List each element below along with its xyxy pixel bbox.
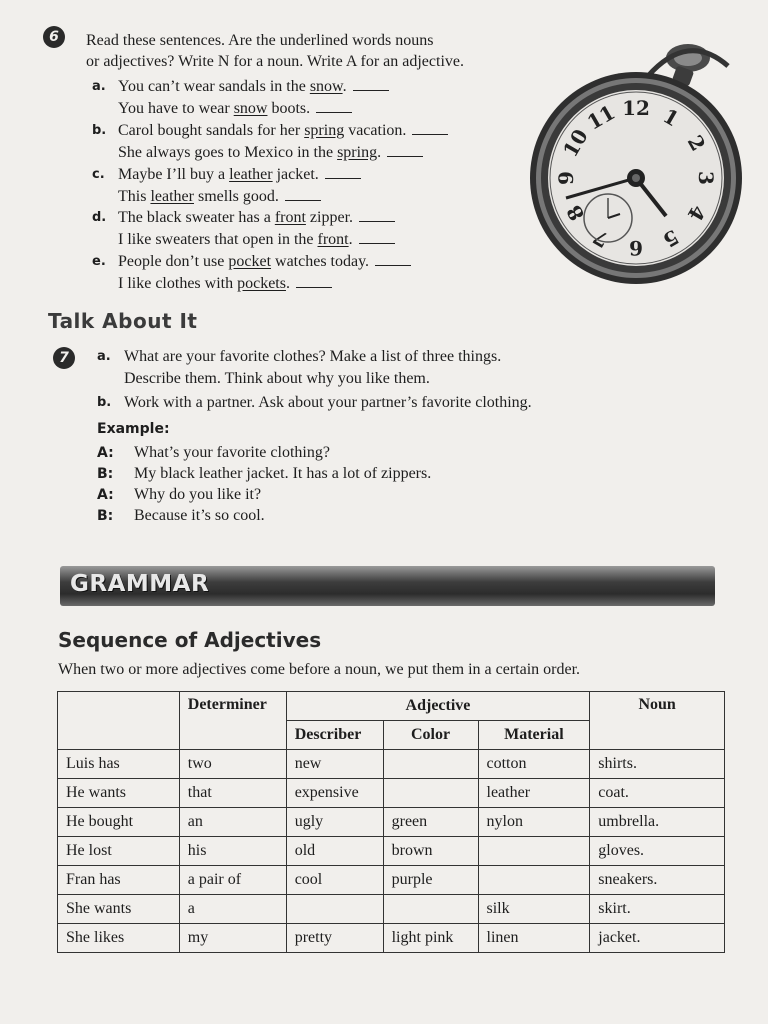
pocket-watch-illustration	[528, 36, 753, 286]
sentence-text: I like sweaters that open in the	[118, 231, 318, 248]
dialogue-speaker: A:	[97, 445, 114, 461]
answer-blank[interactable]	[359, 220, 395, 222]
table-cell: that	[179, 779, 286, 808]
sentence-text: You have to wear	[118, 100, 234, 117]
exercise-7-b-letter: b.	[97, 395, 112, 410]
sentence-s1	[118, 77, 389, 97]
sentence-s1	[118, 121, 448, 141]
exercise-6-number: 6	[43, 26, 65, 48]
table-cell: She likes	[58, 924, 180, 953]
underlined-word: pockets	[237, 275, 286, 292]
watch-number: 11	[582, 100, 620, 135]
dialogue-speaker: B:	[97, 508, 114, 524]
watch-number: 8	[561, 200, 590, 226]
talk-about-it-heading: Talk About It	[48, 309, 198, 333]
dialogue-line: Because it’s so cool.	[134, 507, 265, 524]
grammar-banner-label: GRAMMAR	[70, 571, 210, 597]
table-cell: skirt.	[590, 895, 725, 924]
item-letter: b.	[92, 123, 107, 138]
table-header-color: Color	[383, 721, 478, 750]
answer-blank[interactable]	[353, 89, 389, 91]
watch-number: 6	[629, 236, 643, 260]
adjective-order-table	[57, 691, 725, 953]
watch-number: 12	[622, 96, 650, 120]
table-cell: two	[179, 750, 286, 779]
table-cell: shirts.	[590, 750, 725, 779]
sentence-text: boots.	[267, 100, 311, 117]
table-header-determiner: Determiner	[179, 692, 286, 750]
table-cell: cotton	[478, 750, 590, 779]
table-cell: He wants	[58, 779, 180, 808]
sentence-s2	[118, 274, 332, 294]
sentence-text: Carol bought sandals for her	[118, 122, 305, 139]
table-row	[58, 808, 725, 837]
sentence-s2	[118, 143, 423, 163]
watch-number: 3	[694, 171, 718, 185]
sentence-text: .	[377, 144, 382, 161]
sentence-s2	[118, 187, 321, 207]
answer-blank[interactable]	[316, 111, 352, 113]
exercise-7-b-line1: Work with a partner. Ask about your partner’s favorite clothing.	[124, 394, 532, 411]
table-cell: leather	[478, 779, 590, 808]
sentence-text: You can’t wear sandals in the	[118, 78, 310, 95]
answer-blank[interactable]	[412, 133, 448, 135]
table-cell	[286, 895, 383, 924]
table-cell: coat.	[590, 779, 725, 808]
sentence-text: smells good.	[193, 188, 279, 205]
exercise-7-a-line2: Describe them. Think about why you like them.	[124, 370, 430, 387]
table-cell: an	[179, 808, 286, 837]
underlined-word: front	[274, 209, 306, 226]
table-cell: cool	[286, 866, 383, 895]
sentence-text: The black sweater has a	[118, 209, 275, 226]
table-cell	[383, 895, 478, 924]
table-cell: ugly	[286, 808, 383, 837]
sentence-text: .	[342, 78, 347, 95]
table-cell: a	[179, 895, 286, 924]
exercise-6-instructions-line1: Read these sentences. Are the underlined words nouns	[86, 32, 434, 49]
table-header-material: Material	[478, 721, 590, 750]
table-header-blank	[58, 692, 180, 750]
table-row	[58, 837, 725, 866]
dialogue-line: Why do you like it?	[134, 486, 262, 503]
dialogue-speaker: A:	[97, 487, 114, 503]
table-cell: He bought	[58, 808, 180, 837]
table-cell: a pair of	[179, 866, 286, 895]
sequence-of-adjectives-title: Sequence of Adjectives	[58, 628, 322, 652]
answer-blank[interactable]	[285, 199, 321, 201]
answer-blank[interactable]	[375, 264, 411, 266]
sentence-text: People don’t use	[118, 253, 229, 270]
exercise-7-a-letter: a.	[97, 349, 111, 364]
sentence-text: Maybe I’ll buy a	[118, 166, 230, 183]
table-cell	[383, 779, 478, 808]
answer-blank[interactable]	[359, 242, 395, 244]
table-row	[58, 895, 725, 924]
sentence-text: This	[118, 188, 151, 205]
table-header-describer: Describer	[286, 721, 383, 750]
table-cell: pretty	[286, 924, 383, 953]
watch-number: 10	[558, 124, 593, 162]
table-header-adjective: Adjective	[286, 692, 590, 721]
table-row	[58, 924, 725, 953]
table-cell: purple	[383, 866, 478, 895]
item-letter: e.	[92, 254, 106, 269]
table-cell: She wants	[58, 895, 180, 924]
answer-blank[interactable]	[296, 286, 332, 288]
item-letter: c.	[92, 167, 105, 182]
sentence-text: She always goes to Mexico in the	[118, 144, 338, 161]
underlined-word: front	[317, 231, 349, 248]
dialogue-speaker: B:	[97, 466, 114, 482]
table-cell: green	[383, 808, 478, 837]
sentence-text: I like clothes with	[118, 275, 238, 292]
sentence-s1	[118, 208, 395, 228]
table-cell: new	[286, 750, 383, 779]
table-cell: gloves.	[590, 837, 725, 866]
underlined-word: leather	[150, 188, 194, 205]
sentence-text: jacket.	[272, 166, 319, 183]
table-cell: brown	[383, 837, 478, 866]
sentence-text: .	[348, 231, 353, 248]
watch-number: 2	[682, 130, 711, 156]
table-cell: his	[179, 837, 286, 866]
item-letter: a.	[92, 79, 106, 94]
table-header-noun: Noun	[590, 692, 725, 750]
exercise-6-instructions-line2: or adjectives? Write N for a noun. Write A for an adjective.	[86, 53, 464, 70]
exercise-7-a-line1: What are your favorite clothes? Make a list of three things.	[124, 348, 502, 365]
table-row	[58, 750, 725, 779]
underlined-word: spring	[337, 144, 378, 161]
dialogue-line: What’s your favorite clothing?	[134, 444, 330, 461]
sentence-s2	[118, 99, 352, 119]
table-cell: sneakers.	[590, 866, 725, 895]
watch-number: 9	[554, 171, 578, 185]
table-cell: Fran has	[58, 866, 180, 895]
table-row	[58, 866, 725, 895]
sentence-text: vacation.	[344, 122, 407, 139]
table-cell: He lost	[58, 837, 180, 866]
sentence-text: .	[285, 275, 290, 292]
sentence-text: zipper.	[305, 209, 354, 226]
underlined-word: snow	[309, 78, 343, 95]
table-cell	[478, 866, 590, 895]
table-cell	[383, 750, 478, 779]
sentence-s1	[118, 165, 361, 185]
table-body	[58, 750, 725, 953]
table-cell: old	[286, 837, 383, 866]
item-letter: d.	[92, 210, 107, 225]
watch-number: 5	[658, 224, 684, 253]
sentence-text: watches today.	[271, 253, 370, 270]
underlined-word: snow	[233, 100, 268, 117]
table-cell: umbrella.	[590, 808, 725, 837]
underlined-word: spring	[304, 122, 345, 139]
table-cell: nylon	[478, 808, 590, 837]
exercise-7-number: 7	[53, 347, 75, 369]
grammar-intro: When two or more adjectives come before a noun, we put them in a certain order.	[58, 661, 581, 678]
watch-number: 1	[658, 103, 684, 132]
answer-blank[interactable]	[325, 177, 361, 179]
table-cell: Luis has	[58, 750, 180, 779]
example-label: Example:	[97, 421, 170, 437]
answer-blank[interactable]	[387, 155, 423, 157]
watch-number: 4	[682, 200, 711, 226]
dialogue-line: My black leather jacket. It has a lot of zippers.	[134, 465, 432, 482]
table-cell: linen	[478, 924, 590, 953]
watch-number: 7	[588, 224, 614, 253]
table-cell	[478, 837, 590, 866]
table-row	[58, 779, 725, 808]
sentence-s1	[118, 252, 411, 272]
underlined-word: pocket	[228, 253, 272, 270]
sentence-s2	[118, 230, 395, 250]
table-cell: my	[179, 924, 286, 953]
table-cell: jacket.	[590, 924, 725, 953]
table-cell: silk	[478, 895, 590, 924]
table-cell: expensive	[286, 779, 383, 808]
underlined-word: leather	[229, 166, 273, 183]
table-cell: light pink	[383, 924, 478, 953]
